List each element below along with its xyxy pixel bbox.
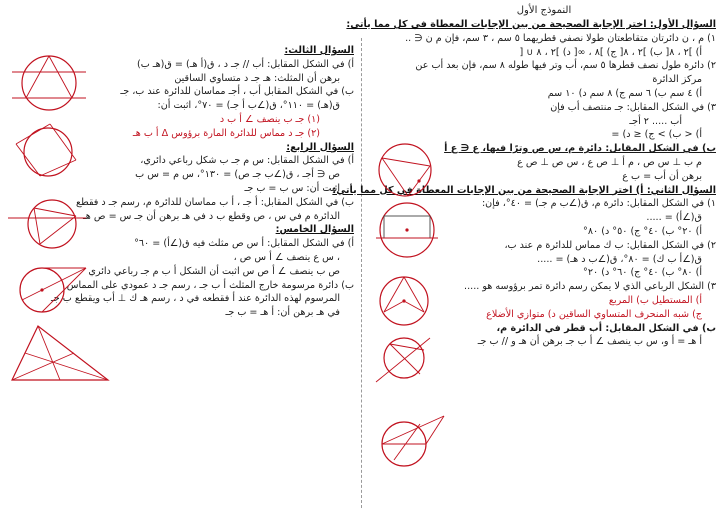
q1-item1: ١) م ، ن دائرتان متقاطعتان طولا نصفي قطريهما ٥ سم ، ٣ سم، فإن م ن ∈ .. xyxy=(405,32,716,44)
q1-item2: ٢) دائرة طول نصف قطرها ٥ سم، أب وتر فيها طوله ٨ سم، فإن بعد أب عن xyxy=(415,60,716,72)
q2-item2: ٢) في الشكل المقابل: ب ك مماس للدائرة م عند ب، xyxy=(504,239,716,251)
figure-circle-chord-midpoint xyxy=(372,140,438,200)
q5-b2: المرسوم لهذه الدائرة عند أ فقطعه في د ، رسم هـ ك ⊥ أب ويقطع ب جـ xyxy=(51,293,340,305)
q2-heading: السؤال الثاني: أ) اختر الإجابة الصحيحة من بين الإجابات المعطاة في كل مما يأتي: xyxy=(332,184,716,196)
q3-a: أ) في الشكل المقابل: أب // جـ د ، ق(أ هـ) = ق(هـ ب) xyxy=(136,58,354,70)
q5-a2: ، س ع ينصف ∠ أ س ص ، xyxy=(233,251,340,263)
q1-figure-b2: م ب ⊥ س ص ، م أ ⊥ ص ع ، س ص ⊥ ص ع xyxy=(517,156,702,168)
q1-item2-options: أ) ٤ سم ب) ٦ سم ج) ٨ سم د) ١٠ سم xyxy=(547,87,702,99)
q4-b: ب) في الشكل المقابل: أ جـ ، أ ب مماسان للدائرة م، رسم جـ د فقطع xyxy=(75,196,354,208)
q2-b2: أ هـ = أ و، س ب ينصف ∠ أ ب جـ برهن أن هـ و // ب جـ xyxy=(477,336,702,348)
q2-item1-options: أ) ٢٠° ب) ٤٠° ج) ٥٠° د) ٨٠° xyxy=(583,225,702,237)
figure-two-tangents xyxy=(14,120,84,182)
column-divider xyxy=(361,38,363,508)
figure-rectangle-in-circle xyxy=(372,200,442,260)
q1-item3-expr: أب ..... ٢ أجـ xyxy=(629,115,682,127)
q2-item3: ٣) الشكل الرباعي الذي لا يمكن رسم دائرة تمر برؤوسه هو ..... xyxy=(464,281,716,293)
q2-item3-options-a: أ) المستطيل ب) المربع xyxy=(608,294,702,306)
q5-b3: في هـ برهن أن: أ هـ = ب جـ xyxy=(225,307,340,319)
figure-cyclic-quadrilateral xyxy=(6,196,88,252)
q1-figure-b3: برهن أن أب = ب ع xyxy=(622,170,702,182)
q1-item3: ٣) في الشكل المقابل: جـ منتصف أب فإن xyxy=(550,101,716,113)
q5-b: ب) دائرة مرسومة خارج المثلث أ ب جـ ، رسم جـ د عمودي على المماس xyxy=(66,279,354,291)
q1-item2b: مركز الدائرة xyxy=(652,74,702,86)
q5-a3: ص ب ينصف ∠ أ ص س اثبت أن الشكل أ ب م جـ رباعي دائري xyxy=(88,265,340,277)
q1-heading: السؤال الأول: اختر الإجابة الصحيحة من بين الإجابات المعطاة في كل مما يأتي: xyxy=(346,19,716,30)
q3-b3: (١) جـ ب ينصف ∠ أ ب د xyxy=(219,113,320,125)
figure-parallel-chords xyxy=(10,52,88,114)
q2-item2b: ق(∠أ ب ك) = ٨٠°، ق(∠ب د هـ) = ..... xyxy=(537,253,702,265)
q4-a: أ) في الشكل المقابل: س م جـ ب شكل رباعي دائري، xyxy=(140,155,354,167)
q3-heading: السؤال الثالث: xyxy=(284,45,354,56)
q4-a2: ص ∈ أجـ ، ق(∠ب جـ ص) = ١٣٠°، س م = س ب xyxy=(135,169,340,181)
q4-b2: الدائرة م في س ، ص وقطع ب د في هـ برهن أن جـ س = ص هـ xyxy=(83,210,340,222)
q2-b: ب) في الشكل المقابل: أب قطر في الدائرة م، xyxy=(496,322,716,334)
figure-inscribed-angle xyxy=(378,268,430,330)
q1-figure-b: ب) في الشكل المقابل: دائرة م، س ص وترًا فيها، ع ∈ ع أ xyxy=(444,143,716,155)
q2-item1: ١) في الشكل المقابل: دائرة م، ق(∠ب م جـ) = ٤٠°، فإن: xyxy=(481,198,716,210)
figure-tangents-secant xyxy=(12,262,90,320)
q1-item3-options: أ) < ب) > ج) ≤ د) = xyxy=(611,129,702,141)
q3-b2: ق(هـ) = ١١٠°، ق(∠ب أ جـ) = ٧٠°، اثبت أن: xyxy=(157,100,340,112)
figure-diameter-bisector xyxy=(374,410,448,470)
q4-heading: السؤال الرابع: xyxy=(286,141,354,153)
q1-item1-options: أ) ]٢ ، ٨[ ب) ]٢ ، ٨[ ج) ]٨ ، ∞[ د) ]٢ ، ٨ ∪ [ xyxy=(519,46,702,58)
q3-b4: (٢) جـ د مماس للدائرة المارة برؤوس Δ أ ب هـ xyxy=(132,127,320,139)
q5-a: أ) في الشكل المقابل: أ س ص مثلث فيه ق(∠أ) = ٦٠° xyxy=(134,238,354,250)
q3-b: ب) في الشكل المقابل أب ، أجـ مماسان للدائرة عند ب، جـ xyxy=(120,86,354,98)
q4-a3: اثبت أن: س ب = ب جـ xyxy=(244,182,340,194)
model-title: النموذج الأول xyxy=(516,5,572,16)
q3-a2: برهن أن المثلث: هـ جـ د متساوي الساقين xyxy=(174,72,340,84)
figure-tangent-circle xyxy=(374,330,436,388)
q2-item3-options-b: ج) شبه المنحرف المتساوي الساقين د) متوازي الأضلاع xyxy=(486,308,702,320)
q5-heading: السؤال الخامس: xyxy=(275,224,354,236)
figure-triangle-bisectors xyxy=(8,322,112,384)
q2-item2-options: أ) ٨٠° ب) ٤٠° ج) ٦٠° د) ٢٠° xyxy=(583,267,702,279)
q2-item1b: ق(∠أ) = ..... xyxy=(646,212,702,224)
